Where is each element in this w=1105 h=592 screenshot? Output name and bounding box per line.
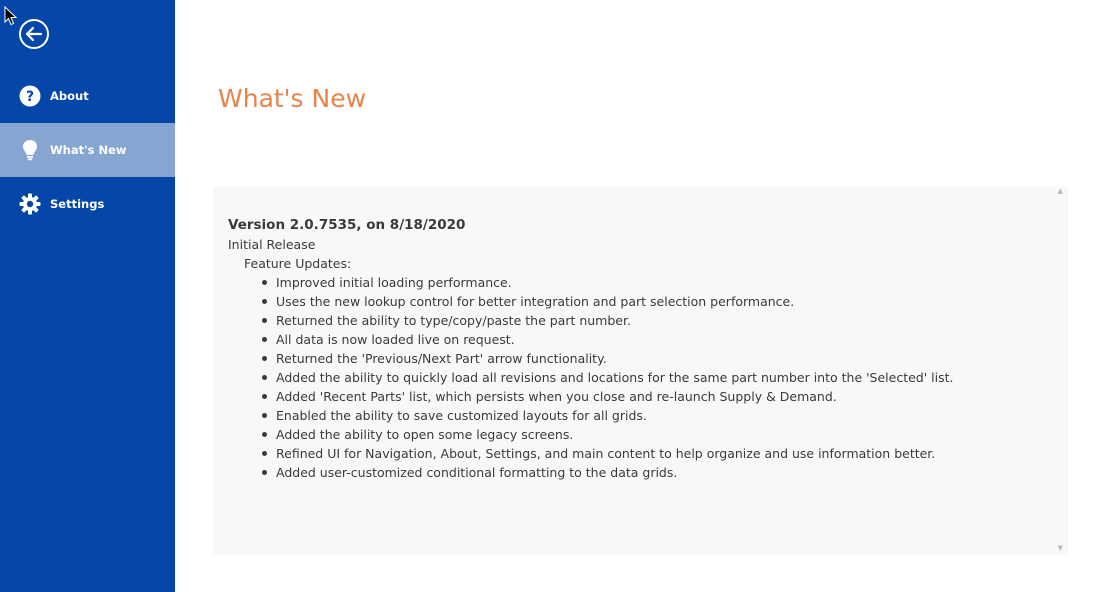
arrow-left-circle-icon: [18, 18, 50, 50]
page-title: What's New: [218, 84, 367, 113]
sidebar-item-about[interactable]: [0, 69, 175, 123]
sidebar-item-label: What's New: [50, 143, 127, 157]
list-item: Refined UI for Navigation, About, Settings, and main content to help organize and use information better.: [276, 444, 953, 463]
release-notes-content: [228, 215, 953, 482]
list-item: Added 'Recent Parts' list, which persists when you close and re-launch Supply & Demand.: [276, 387, 953, 406]
list-item: Added user-customized conditional formatting to the data grids.: [276, 463, 953, 482]
list-item: All data is now loaded live on request.: [276, 330, 953, 349]
sidebar-item-whats-new[interactable]: [0, 123, 175, 177]
feature-updates-list: [228, 273, 953, 482]
sidebar-item-label: About: [50, 89, 89, 103]
list-item: Returned the ability to type/copy/paste the part number.: [276, 311, 953, 330]
list-item: Added the ability to open some legacy screens.: [276, 425, 953, 444]
list-item: Returned the 'Previous/Next Part' arrow functionality.: [276, 349, 953, 368]
release-label: Initial Release: [228, 237, 316, 252]
list-item: Enabled the ability to save customized layouts for all grids.: [276, 406, 953, 425]
gear-icon: [19, 193, 41, 215]
list-item: Added the ability to quickly load all revisions and locations for the same part number into the 'Selected' list.: [276, 370, 954, 385]
mouse-cursor-icon: [4, 6, 18, 26]
list-item: Uses the new lookup control for better integration and part selection performance.: [276, 292, 953, 311]
scroll-up-arrow-icon[interactable]: ▲: [1057, 187, 1063, 195]
sidebar-item-settings[interactable]: [0, 177, 175, 231]
version-heading: Version 2.0.7535, on 8/18/2020: [228, 217, 466, 233]
back-button[interactable]: [18, 18, 50, 50]
svg-text:?: ?: [25, 89, 35, 105]
section-label: Feature Updates:: [244, 256, 352, 271]
list-item: Improved initial loading performance.: [276, 273, 953, 292]
sidebar: [0, 0, 175, 592]
question-circle-icon: [19, 85, 41, 107]
sidebar-item-label: Settings: [50, 197, 105, 211]
release-notes-panel[interactable]: [213, 186, 1068, 555]
scroll-down-arrow-icon[interactable]: ▼: [1057, 544, 1063, 552]
lightbulb-icon: [19, 139, 41, 161]
